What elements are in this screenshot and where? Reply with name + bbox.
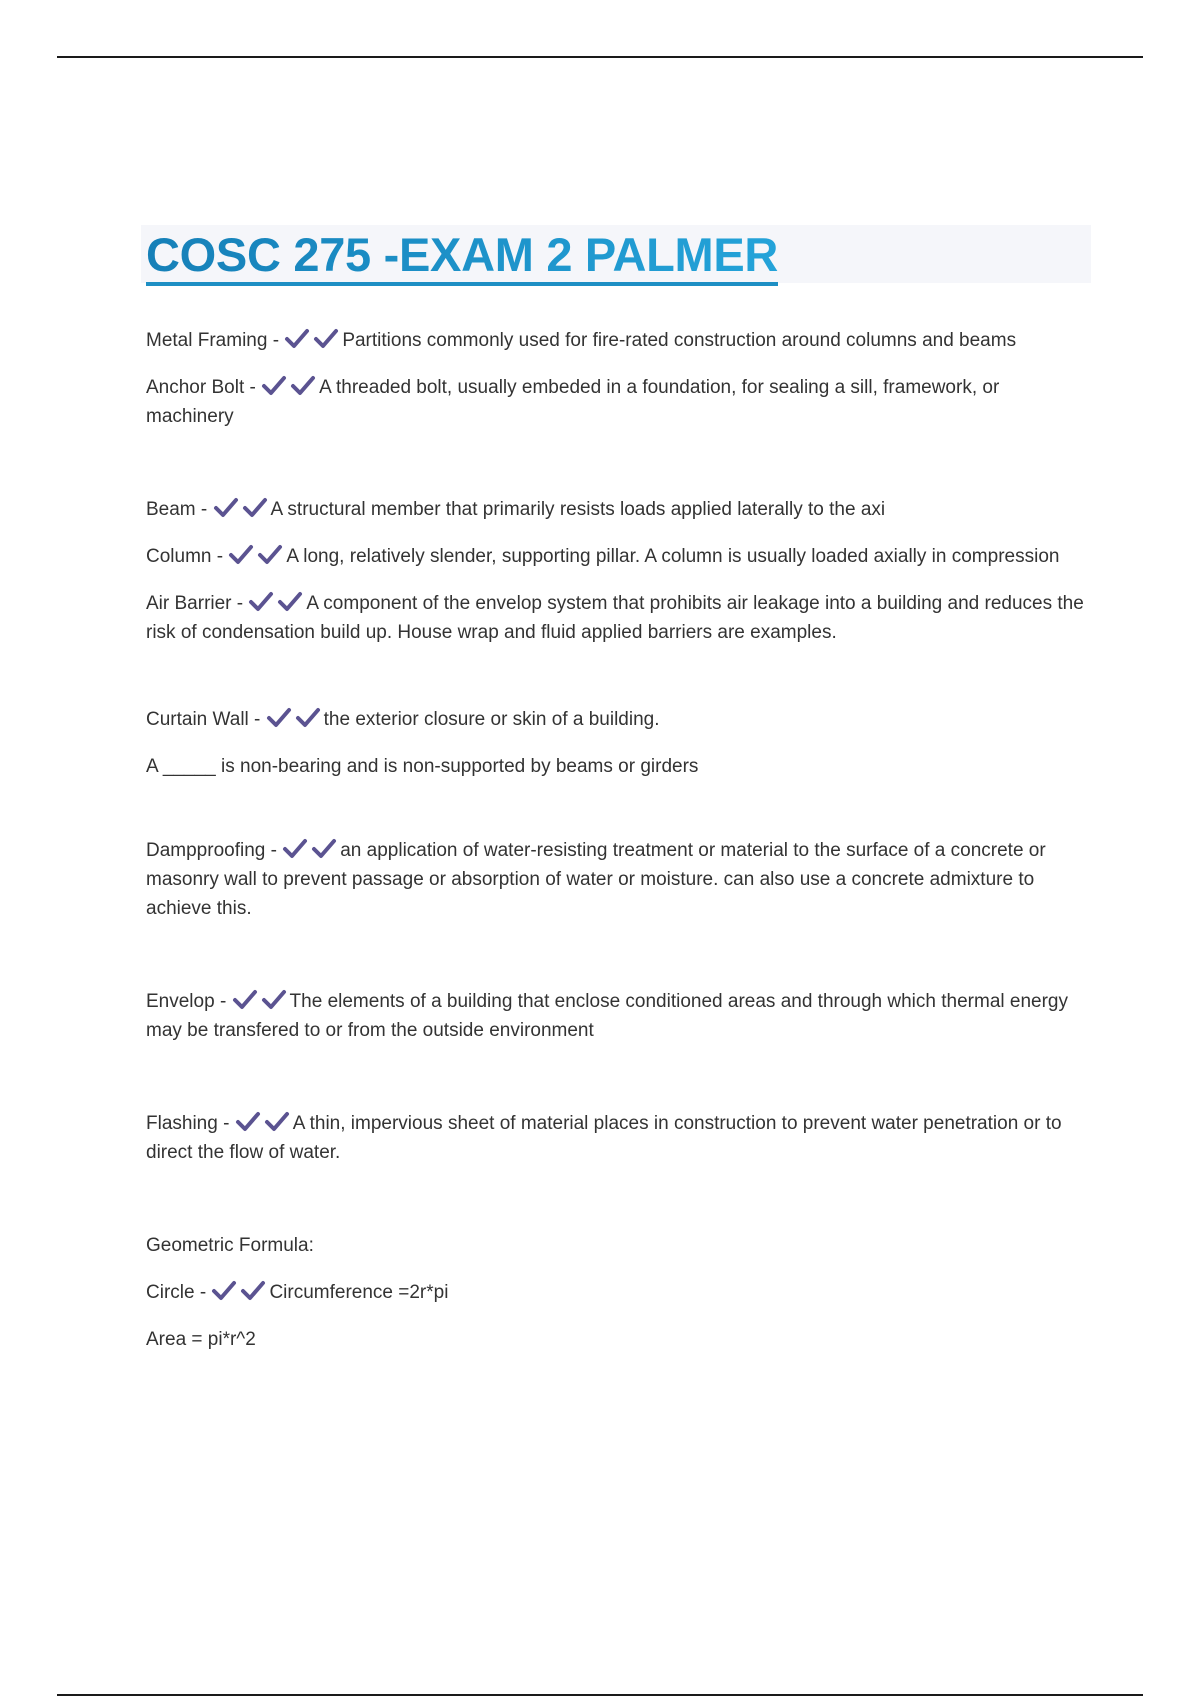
entry-dampproofing	[146, 836, 1091, 923]
term: Curtain Wall -	[146, 709, 266, 730]
check-icon	[242, 497, 268, 519]
entry-air-barrier	[146, 589, 1091, 647]
geometric-formula-heading: Geometric Formula:	[146, 1235, 314, 1256]
term: Column -	[146, 546, 229, 567]
check-icon	[264, 1111, 290, 1133]
curtain-wall-note: A _____ is non-bearing and is non-supported by beams or girders	[146, 756, 699, 777]
check-icon	[290, 375, 316, 397]
top-rule	[57, 56, 1143, 58]
term: Dampproofing -	[146, 840, 283, 861]
check-icon	[248, 591, 274, 613]
check-icon	[235, 1111, 261, 1133]
check-icon	[266, 707, 292, 729]
term: Envelop -	[146, 991, 232, 1012]
definition: an application of water-resisting treatment or material to the surface of a concrete or masonry wall to prevent passage or absorption of water or moisture. can also use a concrete admixture to achieve this.	[146, 840, 1046, 919]
definition: the exterior closure or skin of a building.	[323, 709, 660, 730]
flashcard-list	[146, 326, 1091, 1354]
check-icon	[295, 707, 321, 729]
check-icon	[228, 544, 254, 566]
definition: A threaded bolt, usually embeded in a foundation, for sealing a sill, framework, or machinery	[146, 377, 1000, 427]
check-icon	[284, 328, 310, 350]
area-formula: Area = pi*r^2	[146, 1329, 256, 1350]
term: Flashing -	[146, 1113, 235, 1134]
entry-beam	[146, 495, 1091, 524]
term: Air Barrier -	[146, 593, 249, 614]
entry-circle	[146, 1278, 1091, 1307]
definition: Circumference =2r*pi	[269, 1282, 449, 1303]
definition: A component of the envelop system that prohibits air leakage into a building and reduces the risk of condensation build up. House wrap and fluid applied barriers are examples.	[146, 593, 1084, 643]
check-icon	[277, 591, 303, 613]
entry-envelop	[146, 987, 1091, 1045]
check-icon	[261, 375, 287, 397]
term: Metal Framing -	[146, 330, 285, 351]
definition: A structural member that primarily resists loads applied laterally to the axi	[270, 499, 886, 520]
check-icon	[282, 838, 308, 860]
definition: A thin, impervious sheet of material places in construction to prevent water penetration or to direct the flow of water.	[146, 1113, 1062, 1163]
entry-anchor-bolt	[146, 373, 1091, 431]
bottom-rule	[57, 1694, 1143, 1696]
check-icon	[311, 838, 337, 860]
entry-flashing	[146, 1109, 1091, 1167]
entry-column	[146, 542, 1091, 571]
check-icon	[240, 1280, 266, 1302]
check-icon	[213, 497, 239, 519]
document-title: COSC 275 -EXAM 2 PALMER	[146, 228, 778, 286]
definition: A long, relatively slender, supporting pillar. A column is usually loaded axially in compression	[286, 546, 1060, 567]
entry-curtain-wall	[146, 705, 1091, 734]
check-icon	[257, 544, 283, 566]
definition: Partitions commonly used for fire-rated construction around columns and beams	[342, 330, 1017, 351]
check-icon	[232, 989, 258, 1011]
term: Beam -	[146, 499, 213, 520]
check-icon	[211, 1280, 237, 1302]
check-icon	[261, 989, 287, 1011]
term: Anchor Bolt -	[146, 377, 262, 398]
check-icon	[313, 328, 339, 350]
term: Circle -	[146, 1282, 212, 1303]
definition: The elements of a building that enclose conditioned areas and through which thermal energy may be transfered to or from the outside environment	[146, 991, 1068, 1041]
entry-metal-framing	[146, 326, 1091, 355]
